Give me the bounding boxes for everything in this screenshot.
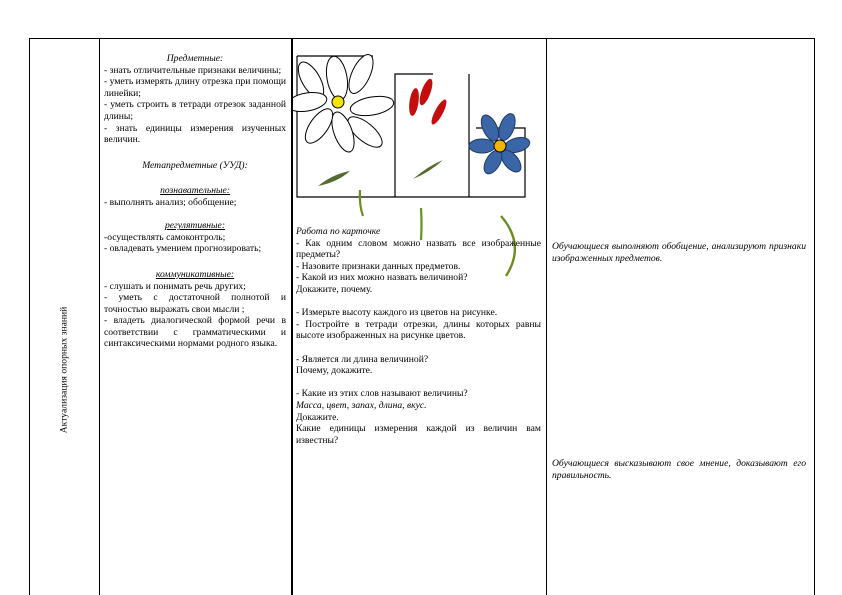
table-top-border bbox=[29, 38, 815, 39]
communicative-item: - уметь с достаточной полнотой и точностью выражать свои мысли ; bbox=[104, 292, 286, 315]
card-work-title: Работа по карточке bbox=[296, 226, 381, 237]
regulatory-title: регулятивные: bbox=[164, 220, 226, 232]
regulatory-item: - овладевать умением прогнозировать; bbox=[104, 243, 262, 255]
quantity-words: Масса, цвет, запах, длина, вкус. bbox=[296, 399, 427, 411]
blue-flower-icon bbox=[469, 111, 531, 176]
teacher-question: - Постройте в тетради отрезки, длины которых равны высоте изображенных на рисунке цветов. bbox=[296, 318, 541, 342]
teacher-question: Докажите, почему. bbox=[296, 283, 373, 295]
teacher-question: Докажите. bbox=[296, 411, 339, 423]
teacher-question: - Как одним словом можно назвать все изображенные предметы? bbox=[296, 237, 541, 261]
red-flower-leaf-icon bbox=[413, 160, 443, 179]
subject-results-title: Предметные: bbox=[166, 53, 224, 64]
stage-cell bbox=[29, 40, 99, 595]
subject-result-item: - знать единицы измерения изученных величин. bbox=[104, 122, 286, 146]
subject-result-item: - уметь измерять длину отрезка при помощи линейки; bbox=[104, 76, 286, 99]
teacher-question: Почему, докажите. bbox=[296, 365, 373, 377]
teacher-question: - Является ли длина величиной? bbox=[296, 353, 429, 365]
daisy-icon bbox=[293, 51, 395, 155]
meta-results-title: Метапредметные (УУД): bbox=[142, 159, 248, 171]
communicative-title: коммуникативные: bbox=[155, 268, 235, 280]
communicative-item: - слушать и понимать речь других; bbox=[104, 280, 246, 292]
stage-label: Актуализация опорных знаний bbox=[58, 306, 70, 434]
communicative-item: - владеть диалогической формой речи в соответствии с грамматическими и синтаксическими нормами родного языка. bbox=[104, 315, 286, 350]
subject-result-item: - уметь строить в тетради отрезок заданной длины; bbox=[104, 99, 286, 122]
column-divider-1 bbox=[99, 38, 100, 595]
daisy-leaf-icon bbox=[318, 171, 350, 186]
stem-icon bbox=[360, 190, 363, 216]
student-activity-second: Обучающиеся высказывают свое мнение, доказывают его правильность. bbox=[552, 458, 806, 481]
teacher-question: Какие единицы измерения каждой из величин вам известны? bbox=[296, 423, 541, 446]
cognitive-title: познавательные: bbox=[160, 185, 230, 197]
column-divider-3 bbox=[546, 38, 547, 595]
subject-result-item: - знать отличительные признаки величины; bbox=[104, 64, 282, 76]
student-activity-first: Обучающиеся выполняют обобщение, анализируют признаки изображенных предметов. bbox=[552, 241, 806, 264]
results-column bbox=[104, 53, 286, 350]
teacher-activity-column bbox=[296, 226, 541, 446]
teacher-question: - Измерьте высоту каждого из цветов на рисунке. bbox=[296, 307, 498, 319]
regulatory-item: -осуществлять самоконтроль; bbox=[104, 231, 226, 243]
teacher-question: - Какой из них можно назвать величиной? bbox=[296, 272, 468, 284]
cognitive-item: - выполнять анализ; обобщение; bbox=[104, 196, 237, 208]
teacher-question: - Какие из этих слов называют величины? bbox=[296, 388, 468, 400]
red-flower-icon bbox=[408, 77, 450, 126]
table-right-border bbox=[814, 38, 815, 595]
teacher-question: - Назовите признаки данных предметов. bbox=[296, 260, 461, 272]
